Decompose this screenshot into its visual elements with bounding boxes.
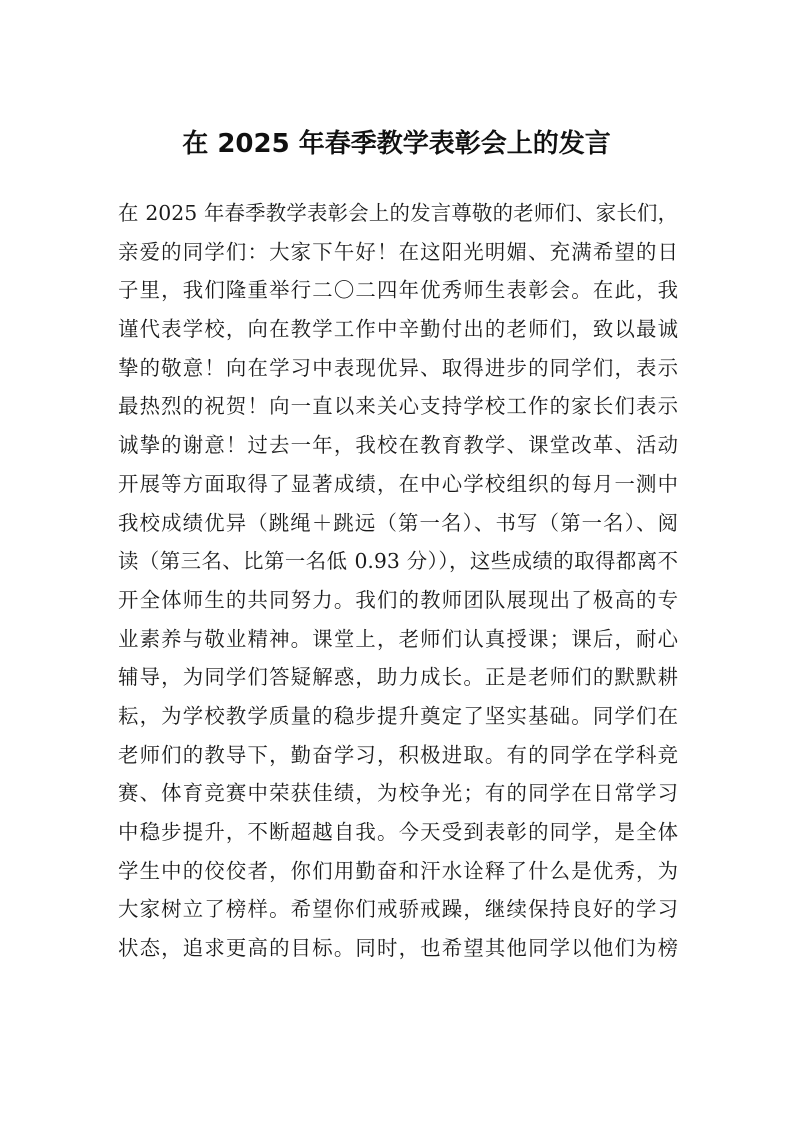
body-line: 老师们的教导下，勤奋学习，积极进取。有的同学在学科竞 [118,742,678,767]
body-line: 辅导，为同学们答疑解惑，助力成长。正是老师们的默默耕 [118,665,678,690]
body-line: 最热烈的祝贺！向一直以来关心支持学校工作的家长们表示 [118,394,678,419]
body-line: 状态，追求更高的目标。同时，也希望其他同学以他们为榜 [118,936,678,961]
body-line: 子里，我们隆重举行二〇二四年优秀师生表彰会。在此，我 [118,278,678,303]
body-line: 业素养与敬业精神。课堂上，老师们认真授课；课后，耐心 [118,626,678,651]
body-line: 学生中的佼佼者，你们用勤奋和汗水诠释了什么是优秀，为 [118,858,678,883]
body-line: 读（第三名、比第一名低 0.93 分）），这些成绩的取得都离不 [118,549,678,574]
body-line: 开全体师生的共同努力。我们的教师团队展现出了极高的专 [118,587,678,612]
body-line: 大家树立了榜样。希望你们戒骄戒躁，继续保持良好的学习 [118,897,678,922]
document-body [118,194,678,968]
body-line: 亲爱的同学们：大家下午好！在这阳光明媚、充满希望的日 [118,239,678,264]
body-line: 诚挚的谢意！过去一年，我校在教育教学、课堂改革、活动 [118,433,678,458]
body-line: 开展等方面取得了显著成绩，在中心学校组织的每月一测中 [118,471,678,496]
body-line: 赛、体育竞赛中荣获佳绩，为校争光；有的同学在日常学习 [118,781,678,806]
document-title: 在 2025 年春季教学表彰会上的发言 [182,129,611,159]
body-line: 谨代表学校，向在教学工作中辛勤付出的老师们，致以最诚 [118,317,678,342]
body-line: 我校成绩优异（跳绳＋跳远（第一名）、书写（第一名）、阅 [118,510,678,535]
body-line: 耘，为学校教学质量的稳步提升奠定了坚实基础。同学们在 [118,703,678,728]
body-line: 在 2025 年春季教学表彰会上的发言尊敬的老师们、家长们， [118,201,678,225]
body-line: 中稳步提升，不断超越自我。今天受到表彰的同学，是全体 [118,820,678,844]
body-line: 挚的敬意！向在学习中表现优异、取得进步的同学们，表示 [118,355,678,380]
